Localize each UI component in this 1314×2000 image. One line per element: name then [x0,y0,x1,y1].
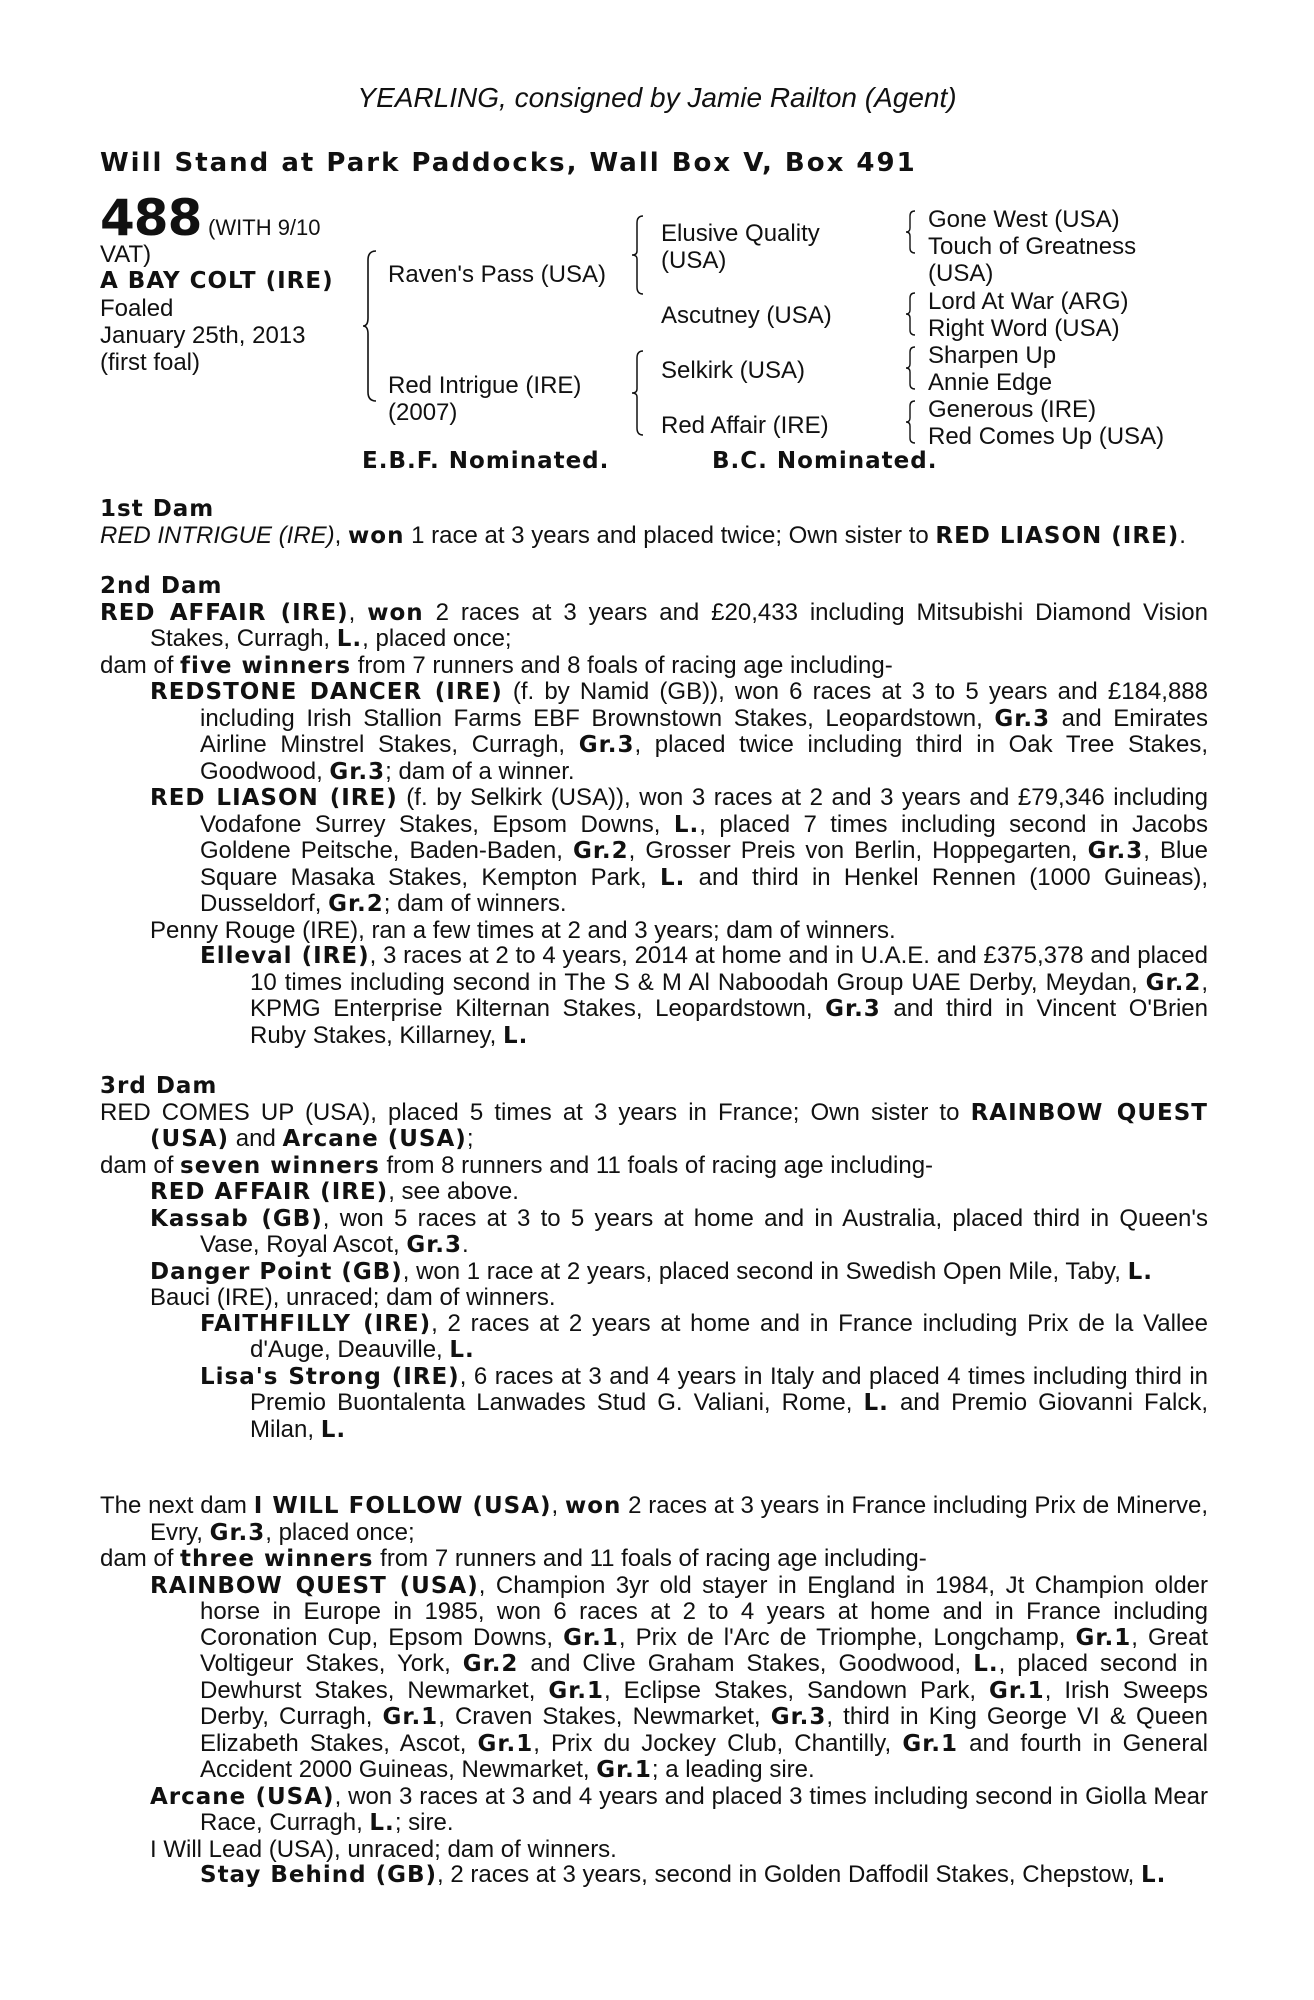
ssd-b: (USA) [928,260,994,287]
brace-sd [905,292,917,336]
brace-dam-side [631,350,645,436]
dds: Generous (IRE) [928,396,1097,423]
kassab: Kassab (GB), won 5 races at 3 to 5 years at home and in Australia, placed third in Queen's Vase, Royal Ascot, Gr.3. [150,1204,1208,1258]
dam-sire: Selkirk (USA) [661,357,806,384]
brace-gen1 [362,250,378,402]
next-dam-produce: dam of three winners from 7 runners and 11 foals of racing age including- [100,1545,927,1572]
vat-note-a: (WITH 9/10 [208,215,321,240]
ddd: Red Comes Up (USA) [928,423,1165,450]
ebf-nominated: E.B.F. Nominated. [362,448,610,474]
faithfilly: FAITHFILLY (IRE), 2 races at 2 years at home and in France including Prix de la Vallee d'Auge, Deauville, L. [200,1309,1209,1363]
penny-rouge: Penny Rouge (IRE), ran a few times at 2 and 3 years; dam of winners. [150,916,896,944]
sds: Lord At War (ARG) [928,288,1129,315]
lot-name: A BAY COLT (IRE) [100,268,334,294]
i-will-lead: I Will Lead (USA), unraced; dam of winners. [150,1835,617,1863]
first-dam-text: RED INTRIGUE (IRE), won 1 race at 3 years and placed twice; Own sister to RED LIASON (IRE). [100,521,1186,549]
vat-note-b: VAT) [100,241,152,268]
red-affair-ref: RED AFFAIR (IRE), see above. [150,1178,519,1205]
next-dam-record: The next dam I WILL FOLLOW (USA), won 2 races at 3 years in France including Prix de Minerve, Evry, Gr.3, placed once; [100,1492,1208,1546]
ssd-a: Touch of Greatness [928,233,1137,260]
sdd: Right Word (USA) [928,315,1120,342]
dam-name-a: Red Intrigue (IRE) [388,372,582,399]
elleval: Elleval (IRE), 3 races at 2 to 4 years, 2014 at home and in U.A.E. and £375,378 and placed 10 times including second in The S & M Al Naboodah Group UAE Derby, Meydan, Gr.2, KPMG Enterprise Kilternan Stakes, Leopardstown, Gr.3 and third in Vincent O'Brien Ruby Stakes, Killarney, L. [200,942,1208,1049]
pedigree-notes [100,497,1208,1889]
brace-sire-side [631,215,645,295]
brace-dd [905,400,917,444]
dss: Sharpen Up [928,342,1057,369]
dam-name-b: (2007) [388,399,458,426]
sire-sire-a: Elusive Quality [661,220,820,247]
bauci: Bauci (IRE), unraced; dam of winners. [150,1284,556,1311]
third-dam-heading: 3rd Dam [100,1073,218,1099]
sire-dam: Ascutney (USA) [661,302,832,329]
sire-sire-b: (USA) [661,247,727,274]
dsd: Annie Edge [928,369,1053,396]
sire-name: Raven's Pass (USA) [388,261,606,288]
brace-ds [905,346,917,390]
dam-dam: Red Affair (IRE) [661,412,829,439]
foaled-label: Foaled [100,295,174,322]
second-dam-heading: 2nd Dam [100,573,223,599]
second-dam-record: RED AFFAIR (IRE), won 2 races at 3 years and £20,433 including Mitsubishi Diamond Vision Stakes, Curragh, L., placed once; [100,598,1208,652]
stand-location: Will Stand at Park Paddocks, Wall Box V, Box 491 [100,148,917,178]
foal-note: (first foal) [100,349,201,376]
lot-number: 488 [100,189,202,247]
red-liason: RED LIASON (IRE) (f. by Selkirk (USA)), won 3 races at 2 and 3 years and £79,346 including Vodafone Surrey Stakes, Epsom Downs, L., placed 7 times including second in Jacobs Goldene Peitsche, Baden-Baden, Gr.2, Grosser Preis von Berlin, Hoppegarten, Gr.3, Blue Square Masaka Stakes, Kempton Park, L. and third in Henkel Rennen (1000 Guineas), Dusseldorf, Gr.2; dam of winners. [150,784,1209,917]
foaled-date: January 25th, 2013 [100,322,306,349]
lot-block [100,189,355,376]
rainbow-quest: RAINBOW QUEST (USA), Champion 3yr old stayer in England in 1984, Jt Champion older horse in Europe in 1985, won 6 races at 2 to 4 years at home and in France including Coronation Cup, Epsom Downs, Gr.1, Prix de l'Arc de Triomphe, Longchamp, Gr.1, Great Voltigeur Stakes, York, Gr.2 and Clive Graham Stakes, Goodwood, L., placed second in Dewhurst Stakes, Newmarket, Gr.1, Eclipse Stakes, Sandown Park, Gr.1, Irish Sweeps Derby, Curragh, Gr.1, Craven Stakes, Newmarket, Gr.3, third in King George VI & Queen Elizabeth Stakes, Ascot, Gr.1, Prix du Jockey Club, Chantilly, Gr.1 and fourth in General Accident 2000 Guineas, Newmarket, Gr.1; a leading sire. [150,1571,1209,1783]
arcane: Arcane (USA), won 3 races at 3 and 4 years and placed 3 times including second in Giolla Mear Race, Curragh, L.; sire. [150,1782,1209,1836]
sss: Gone West (USA) [928,206,1120,233]
bc-nominated: B.C. Nominated. [712,448,938,474]
second-dam-produce: dam of five winners from 7 runners and 8 foals of racing age including- [100,651,893,679]
brace-ss [905,210,917,254]
redstone-dancer: REDSTONE DANCER (IRE) (f. by Namid (GB)), won 6 races at 3 to 5 years and £184,888 including Irish Stallion Farms EBF Brownstown Stakes, Leopardstown, Gr.3 and Emirates Airline Minstrel Stakes, Curragh, Gr.3, placed twice including third in Oak Tree Stakes, Goodwood, Gr.3; dam of a winner. [150,678,1208,785]
stay-behind: Stay Behind (GB), 2 races at 3 years, second in Golden Daffodil Stakes, Chepstow, L. [200,1861,1167,1888]
danger-point: Danger Point (GB), won 1 race at 2 years, placed second in Swedish Open Mile, Taby, L. [150,1257,1153,1285]
first-dam-heading: 1st Dam [100,496,215,522]
consignor-line: YEARLING, consigned by Jamie Railton (Agent) [357,82,957,113]
third-dam-produce: dam of seven winners from 8 runners and 11 foals of racing age including- [100,1151,934,1179]
third-dam-record: RED COMES UP (USA), placed 5 times at 3 years in France; Own sister to RAINBOW QUEST (USA) and Arcane (USA); [100,1098,1208,1152]
lisas-strong: Lisa's Strong (IRE), 6 races at 3 and 4 years in Italy and placed 4 times including third in Premio Buontalenta Lanwades Stud G. Valiani, Rome, L. and Premio Giovanni Falck, Milan, L. [200,1362,1208,1443]
